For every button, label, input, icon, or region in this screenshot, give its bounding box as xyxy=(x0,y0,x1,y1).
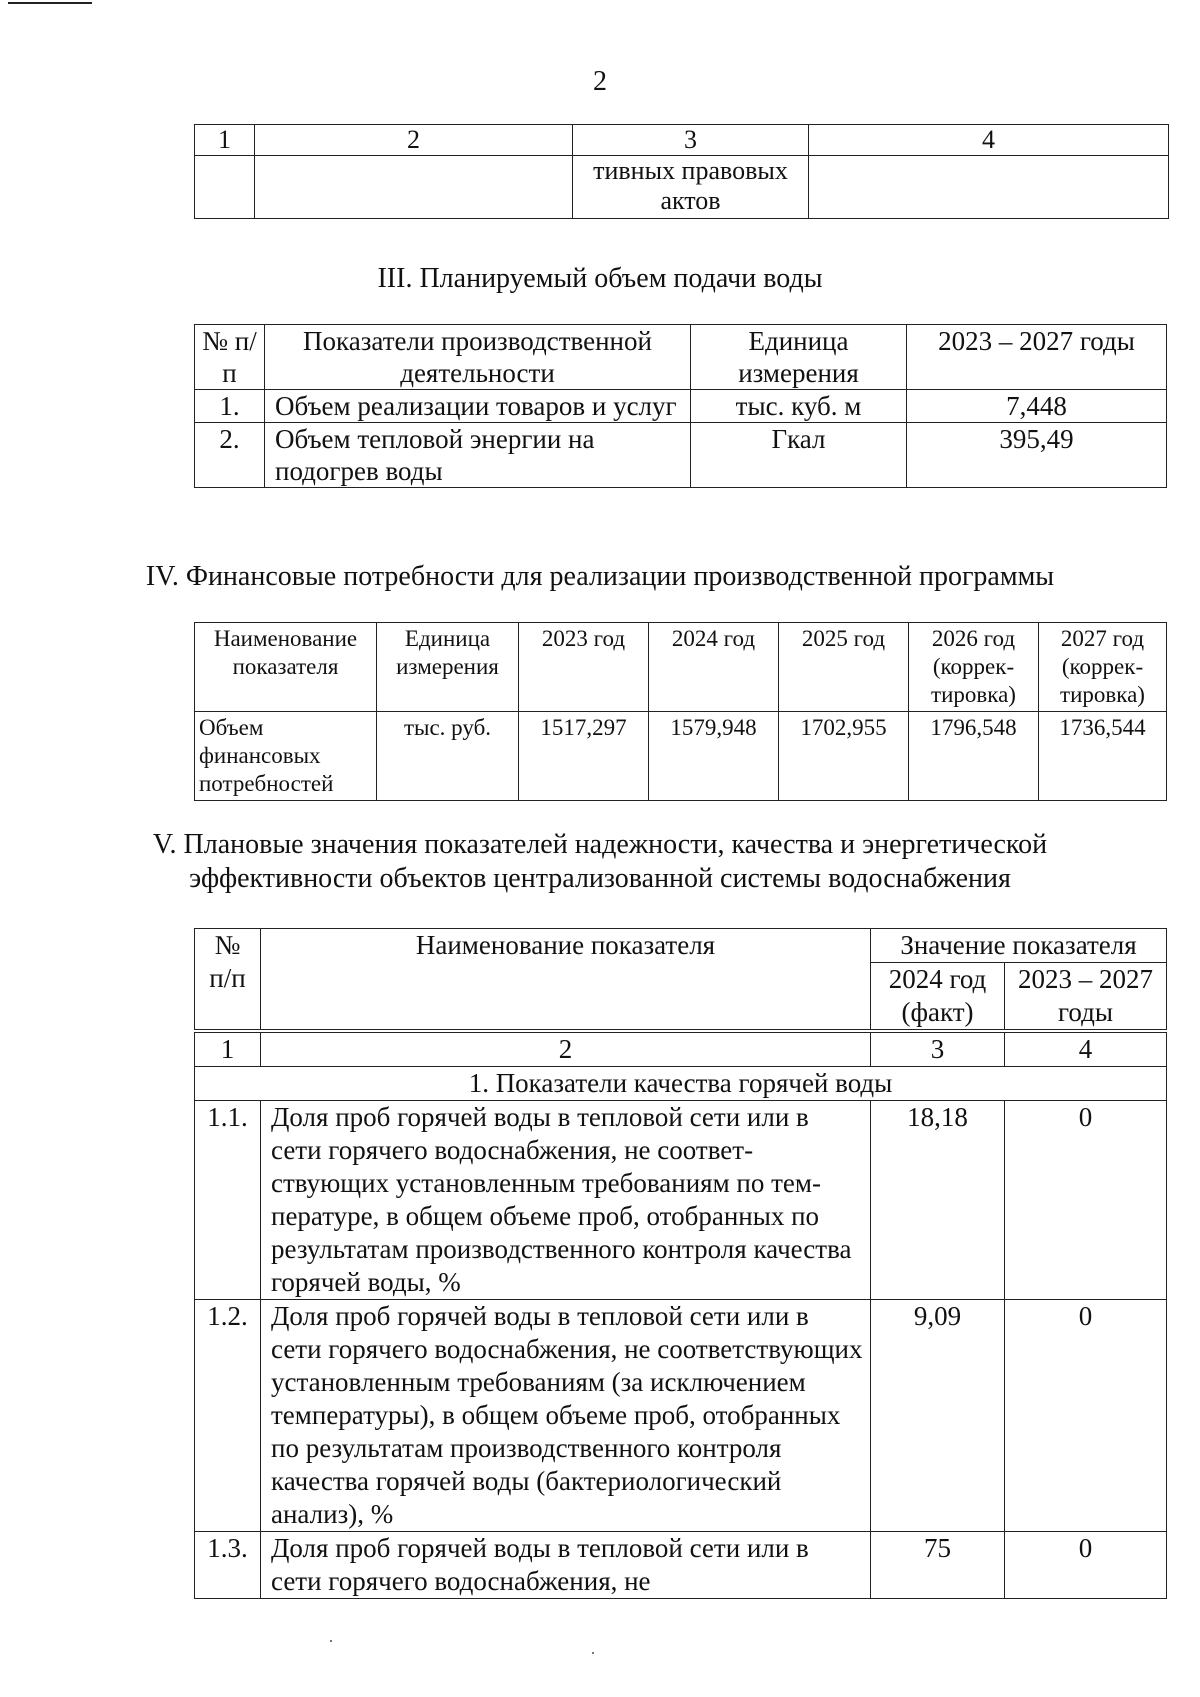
unit-cell: тыс. куб. м xyxy=(691,390,907,423)
header-cell: 2025 год xyxy=(779,623,909,712)
table-row xyxy=(195,1101,1167,1300)
header-cell: 2023 – 2027 годы xyxy=(907,325,1167,390)
table-row xyxy=(195,1067,1167,1101)
row-number: 1. xyxy=(195,390,265,423)
header-cell: Значение показателя xyxy=(871,929,1167,963)
table-cell: тивных правовых актов xyxy=(573,156,809,219)
table-cell xyxy=(809,156,1169,219)
indicator-name: Доля проб горячей воды в тепловой сети или в сети горячего водоснабжения, не соответствующих установленным требованиям (за исключением температуры), в общем объеме проб, отобранных по результатам производственного контроля качества горячей воды (бактериологический анализ), % xyxy=(261,1300,871,1532)
table-row xyxy=(195,1300,1167,1532)
header-cell: Единица измерения xyxy=(691,325,907,390)
indicator-name: Объем финансовых потребностей xyxy=(195,712,377,801)
section-5-title: V. Плановые значения показателей надежности, качества и энергетической эффективности объектов централизованной системы водоснабжения xyxy=(152,829,1048,894)
header-cell: Единица измерения xyxy=(377,623,519,712)
col-number-cell: 4 xyxy=(1005,1031,1167,1067)
table-cell xyxy=(195,156,255,219)
col-number-cell: 2 xyxy=(261,1031,871,1067)
table-cell xyxy=(255,156,573,219)
water-supply-volume-table xyxy=(194,324,1167,488)
financial-needs-table xyxy=(194,622,1167,801)
table-row xyxy=(195,423,1167,488)
value-cell: 1517,297 xyxy=(519,712,649,801)
table-header-row xyxy=(195,325,1167,390)
col-number-cell: 1 xyxy=(195,125,255,156)
header-cell: 2024 год xyxy=(649,623,779,712)
table-header-row xyxy=(195,623,1167,712)
header-cell: Наименование показателя xyxy=(195,623,377,712)
header-cell: № п/п xyxy=(195,325,265,390)
indicator-name: Доля проб горячей воды в тепловой сети или в сети горячего водоснабжения, не соответ-ствующих установленным требованиям по тем-пературе, в общем объеме проб, отобранных по результатам производственного контроля качества горячей воды, % xyxy=(261,1101,871,1300)
unit-cell: тыс. руб. xyxy=(377,712,519,801)
indicator-name: Объем реализации товаров и услуг xyxy=(265,390,691,423)
col-number-cell: 3 xyxy=(573,125,809,156)
indicator-name: Доля проб горячей воды в тепловой сети или в сети горячего водоснабжения, не xyxy=(261,1532,871,1599)
header-cell: 2026 год (коррек-тировка) xyxy=(909,623,1039,712)
value-cell: 1796,548 xyxy=(909,712,1039,801)
value-cell: 1702,955 xyxy=(779,712,909,801)
col-number-cell: 2 xyxy=(255,125,573,156)
table-row xyxy=(195,1031,1167,1067)
table-row xyxy=(195,1532,1167,1599)
col-number-cell: 1 xyxy=(195,1031,261,1067)
quality-indicators-table xyxy=(194,928,1167,1599)
scan-speck xyxy=(592,1652,594,1654)
section-3-title: III. Планируемый объем подачи воды xyxy=(377,263,823,294)
col-number-cell: 3 xyxy=(871,1031,1005,1067)
value-cell: 75 xyxy=(871,1532,1005,1599)
table-row xyxy=(195,125,1169,156)
value-cell: 9,09 xyxy=(871,1300,1005,1532)
value-cell: 7,448 xyxy=(907,390,1167,423)
group-title: 1. Показатели качества горячей воды xyxy=(195,1067,1167,1101)
header-cell: Наименование показателя xyxy=(261,929,871,1032)
header-cell: 2023 год xyxy=(519,623,649,712)
col-number-cell: 4 xyxy=(809,125,1169,156)
header-cell: 2024 год (факт) xyxy=(871,963,1005,1032)
value-cell: 0 xyxy=(1005,1300,1167,1532)
row-number: 1.3. xyxy=(195,1532,261,1599)
table-row xyxy=(195,156,1169,219)
value-cell: 1736,544 xyxy=(1039,712,1167,801)
continuation-table xyxy=(194,124,1169,219)
table-row xyxy=(195,712,1167,801)
table-row xyxy=(195,390,1167,423)
row-number: 1.2. xyxy=(195,1300,261,1532)
header-cell: 2027 год (коррек-тировка) xyxy=(1039,623,1167,712)
scan-corner-mark xyxy=(8,2,92,4)
value-cell: 395,49 xyxy=(907,423,1167,488)
row-number: 2. xyxy=(195,423,265,488)
section-4-title: IV. Финансовые потребности для реализации производственной программы xyxy=(145,561,1055,592)
row-number: 1.1. xyxy=(195,1101,261,1300)
header-cell: № п/п xyxy=(195,929,261,1032)
value-cell: 18,18 xyxy=(871,1101,1005,1300)
unit-cell: Гкал xyxy=(691,423,907,488)
page-number: 2 xyxy=(593,66,607,97)
header-cell: Показатели производственной деятельности xyxy=(265,325,691,390)
table-header-row xyxy=(195,929,1167,963)
scan-speck xyxy=(330,1640,332,1642)
value-cell: 0 xyxy=(1005,1101,1167,1300)
indicator-name: Объем тепловой энергии на подогрев воды xyxy=(265,423,691,488)
header-cell: 2023 – 2027 годы xyxy=(1005,963,1167,1032)
value-cell: 0 xyxy=(1005,1532,1167,1599)
value-cell: 1579,948 xyxy=(649,712,779,801)
